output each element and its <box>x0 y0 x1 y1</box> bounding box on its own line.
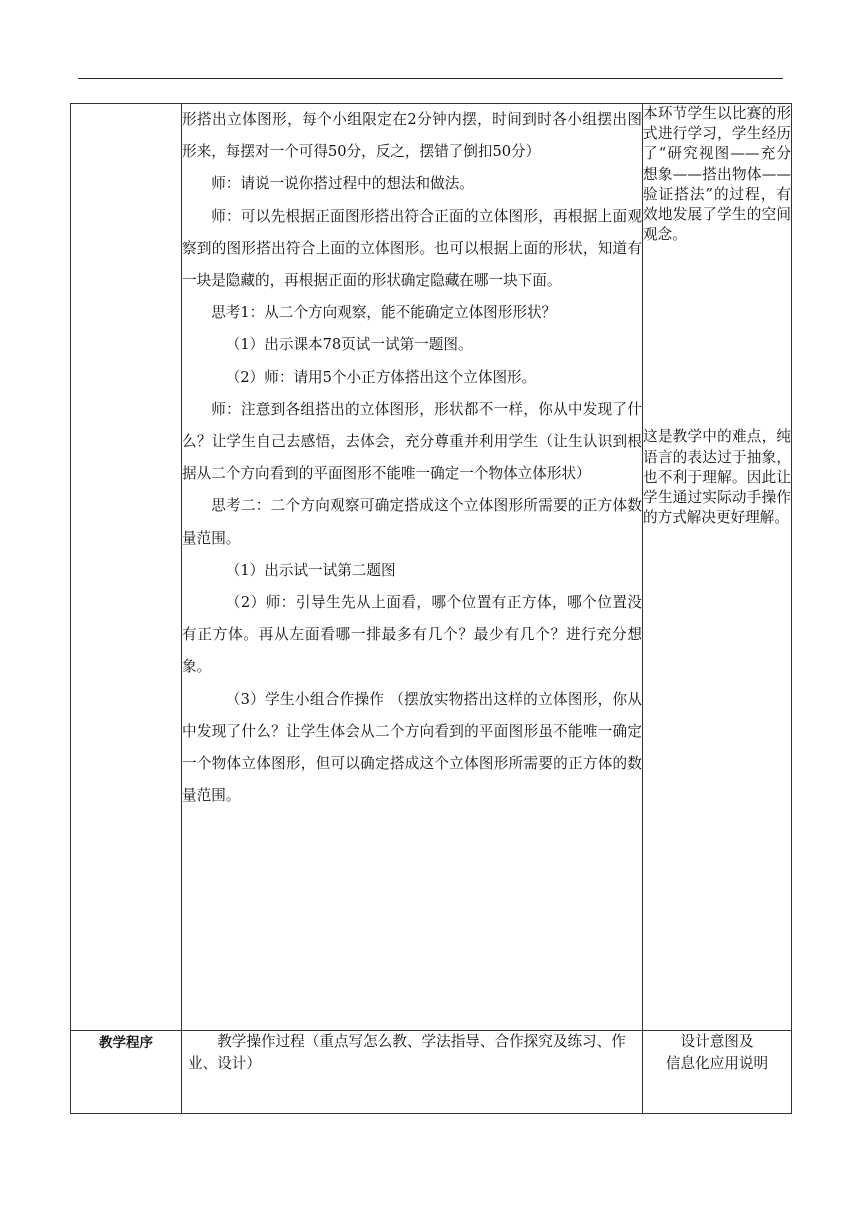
process-paragraph: （3）学生小组合作操作 （摆放实物搭出这样的立体图形，你从中发现了什么？让学生体会从二个方向看到的平面图形虽不能唯一确定一个物体立体图形，但可以确定搭成这个立体图形所需要的正方体的数量范围。 <box>182 690 642 805</box>
column-header-process: 教学操作过程（重点写怎么教、学法指导、合作探究及练习、作业、设计） <box>182 1031 643 1114</box>
process-paragraph: 师：注意到各组搭出的立体图形，形状都不一样，你从中发现了什么？让学生自己去感悟，去体会，充分尊重并利用学生（让生认识到根据从二个方向看到的平面图形不能唯一确定一个物体立体形状） <box>182 400 642 483</box>
column-header-row <box>71 1031 792 1114</box>
column-header-intent-line2: 信息化应用说明 <box>665 1055 769 1072</box>
process-paragraph: 思考二：二个方向观察可确定搭成这个立体图形所需要的正方体数量范围。 <box>182 497 642 547</box>
design-intent-note: 本环节学生以比赛的形式进行学习，学生经历了“研究视图——充分想象——搭出物体——验证搭法”的过程，有效地发展了学生的空间观念。 <box>643 105 791 244</box>
column-header-intent <box>643 1031 792 1114</box>
process-paragraph: （2）师：请用5个小正方体搭出这个立体图形。 <box>225 368 537 386</box>
process-paragraph: （1）出示课本78页试一试第一题图。 <box>225 336 473 354</box>
procedure-cell <box>71 104 182 1031</box>
process-paragraph: 思考1：从二个方向观察，能不能确定立体图形形状？ <box>211 304 557 322</box>
design-intent-note: 这是教学中的难点，纯语言的表达过于抽象，也不利于理解。因此让学生通过实际动手操作的方式解决更好理解。 <box>643 428 791 527</box>
column-header-procedure: 教学程序 <box>71 1031 182 1114</box>
process-paragraph: （2）师：引导生先从上面看，哪个位置有正方体，哪个位置没有正方体。再从左面看哪一排最多有几个？最少有几个？进行充分想象。 <box>182 594 642 676</box>
process-paragraph: 形搭出立体图形，每个小组限定在2分钟内摆，时间到时各小组摆出图形来，每摆对一个可得50分，反之，摆错了倒扣50分） <box>182 111 642 161</box>
lesson-plan-table <box>70 103 792 1114</box>
process-paragraph: （1）出示试一试第二题图 <box>225 561 396 579</box>
content-row <box>71 104 792 1031</box>
design-intent-cell <box>643 104 792 1031</box>
header-rule <box>78 78 783 79</box>
process-cell <box>182 104 643 1031</box>
column-header-intent-line1: 设计意图及 <box>680 1033 754 1050</box>
process-paragraph: 师：可以先根据正面图形搭出符合正面的立体图形，再根据上面观察到的图形搭出符合上面的立体图形。也可以根据上面的形状，知道有一块是隐藏的，再根据正面的形状确定隐藏在哪一块下面。 <box>182 207 642 290</box>
process-paragraph: 师：请说一说你搭过程中的想法和做法。 <box>211 175 474 193</box>
